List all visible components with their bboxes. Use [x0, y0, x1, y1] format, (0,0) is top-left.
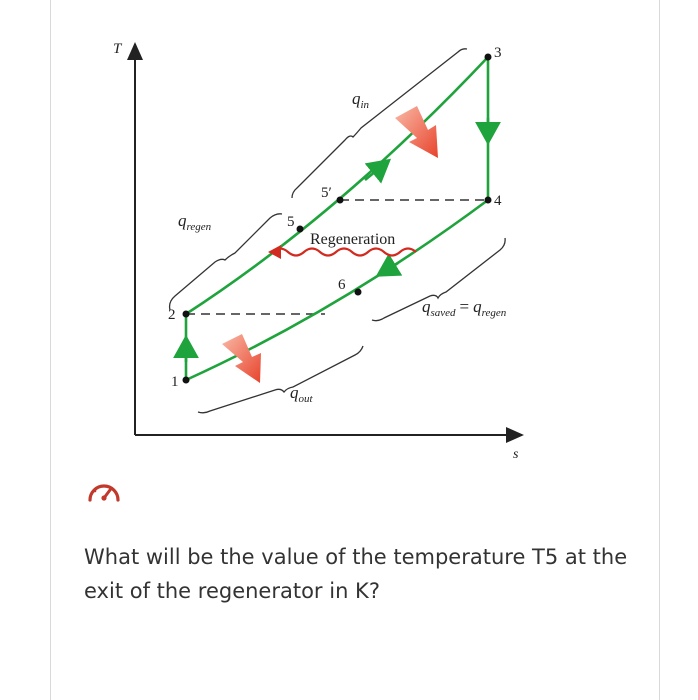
state-point-4: [485, 197, 492, 204]
q-regen-label: $q_{regen}$: [178, 211, 212, 233]
regeneration-label: Regeneration: [310, 231, 396, 248]
q-saved-equals-q-regen-label: $q_{saved} = q_{regen}$: [422, 297, 507, 319]
state-label-5: 5: [287, 214, 295, 230]
state-point-5prime: [337, 197, 344, 204]
state-label-4: 4: [494, 193, 502, 209]
cycle-heat-addition-curve: [186, 57, 488, 314]
question-text: What will be the value of the temperature T5 at the exit of the regenerator in K?: [84, 545, 628, 603]
flow-arrow-cooling: [380, 263, 398, 274]
brace-q-in: [292, 49, 467, 198]
state-label-2: 2: [168, 307, 176, 323]
heat-out-arrow: [222, 334, 261, 383]
state-label-1: 1: [171, 374, 179, 390]
regeneration-wave-arrowhead: [268, 245, 281, 259]
x-axis-label: s: [513, 447, 519, 462]
speedometer-icon: [86, 478, 122, 504]
state-point-2: [183, 311, 190, 318]
regeneration-wave-arrow: [272, 249, 416, 256]
y-axis-label: T: [113, 41, 122, 57]
state-label-3: 3: [494, 45, 502, 61]
state-point-1: [183, 377, 190, 384]
state-label-6: 6: [338, 277, 346, 293]
cycle-heat-rejection-curve: [186, 200, 488, 380]
q-in-label: $q_{in}$: [352, 89, 370, 111]
state-point-6: [355, 289, 362, 296]
state-point-3: [485, 54, 492, 61]
brace-q-out: [198, 346, 363, 413]
flow-arrow-up-heating: [365, 162, 387, 180]
state-point-5: [297, 226, 304, 233]
q-out-label: $q_{out}$: [290, 383, 313, 405]
state-label-5prime: 5′: [321, 185, 332, 201]
